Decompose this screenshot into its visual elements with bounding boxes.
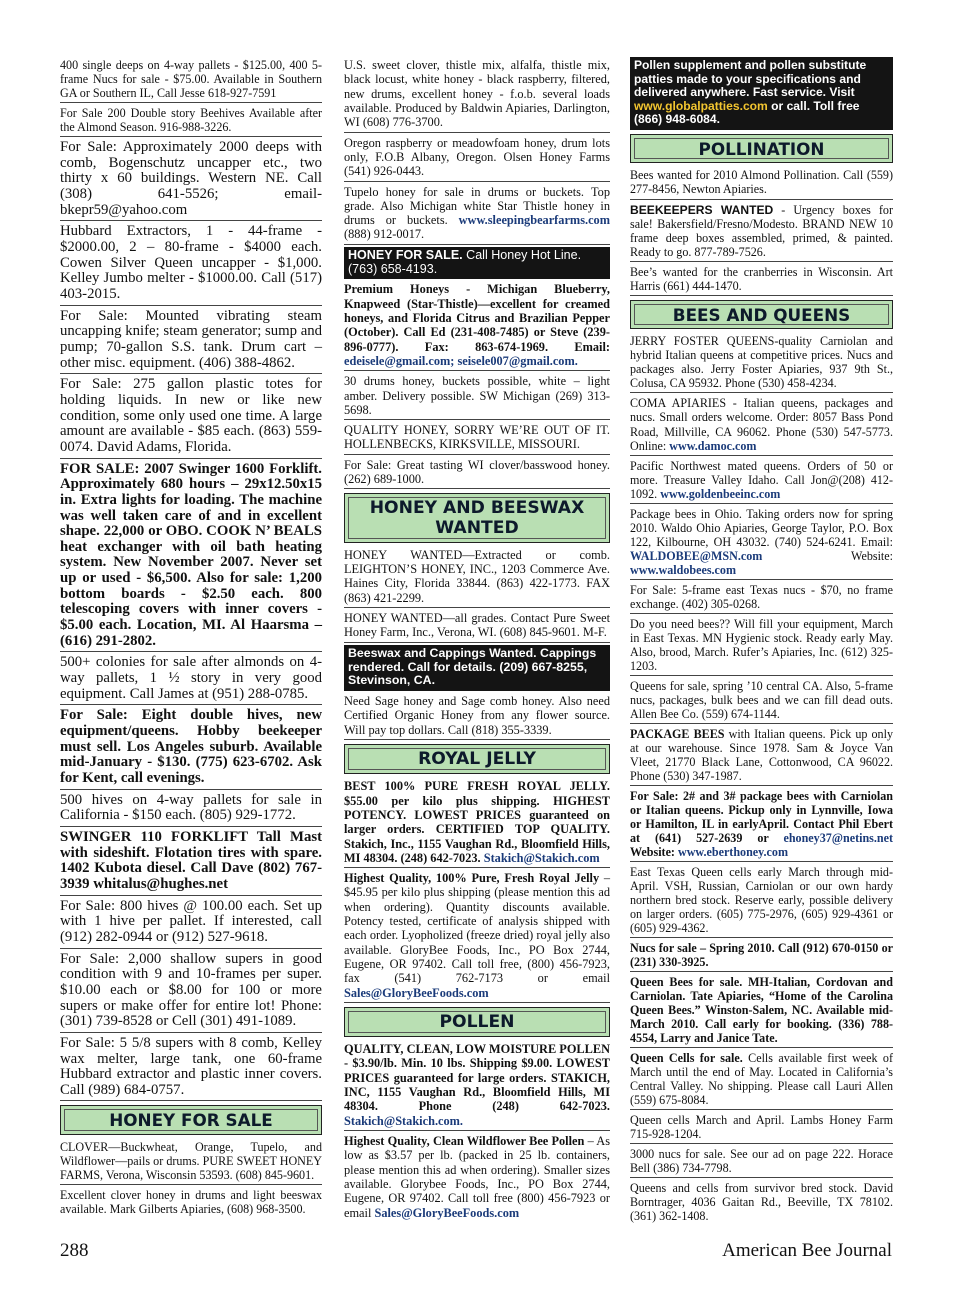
section-heading-pollen: POLLEN <box>344 1007 610 1037</box>
classified-ad: CLOVER—Buckwheat, Orange, Tupelo, and Wildflower—pails or drums. PURE SWEET HONEY FARMS, Verona, Wisconsin 53593. (608) 845-9601. <box>60 1139 322 1185</box>
classified-ad: For Sale: Great tasting WI clover/basswood honey. (262) 689-1000. <box>344 457 610 490</box>
classified-ad: Hubbard Extractors, 1 - 44-frame - $2000.00, 2 – 80-frame - $4000 each. Cowen Silver Queen uncapper - $1,000. Kelley Jumbo melter - $1000.00. Call (517) 403-2015. <box>60 223 322 305</box>
column-1 <box>60 57 322 1220</box>
website-link[interactable]: www.waldobees.com <box>630 562 737 577</box>
classified-ad: Excellent clover honey in drums and light beeswax available. Mark Gilberts Apiaries, (608) 968-3500. <box>60 1188 322 1217</box>
publication-title: American Bee Journal <box>722 1240 892 1261</box>
ad-text: QUALITY, CLEAN, LOW MOISTURE POLLEN - $3.90/lb. Min. 10 lbs. Shipping $9.00. LOWEST PRICES guaranteed for large orders. STAKICH, INC, 1155 Vaughan Rd., Bloomfield Hills, MI 48304. Phone (248) 642-7023. <box>344 1042 610 1114</box>
ad-text: Website: <box>630 844 675 859</box>
ad-lead: Highest Quality, Clean Wildflower Bee Pollen <box>344 1134 585 1149</box>
classified-ad-highlighted <box>630 57 893 130</box>
column-3 <box>630 57 893 1227</box>
classified-ad: U.S. sweet clover, thistle mix, alfalfa, thistle mix, black locust, white honey - black raspberry, filtered, new drums, excellent honey - f.o.b. several loads available. Produced by Baldwin Apiaries, Darlington, WI (608) 776-3700. <box>344 57 610 133</box>
section-heading-honey-and-beeswax-wanted: HONEY AND BEESWAX WANTED <box>344 493 610 542</box>
classified-ad: HONEY WANTED—Extracted or comb. LEIGHTON’S HONEY, INC., 1203 Commerce Ave. Haines City, Florida 33844. (863) 422-1773. FAX (863) 421-2299. <box>344 547 610 608</box>
email-link[interactable]: ehoney37@netins.net <box>783 830 893 845</box>
classified-ad: 30 drums honey, buckets possible, white – light amber. Delivery possible. SW Michigan (269) 313-5698. <box>344 373 610 420</box>
section-heading-honey-for-sale: HONEY FOR SALE <box>60 1105 322 1135</box>
classified-ad: For Sale: Mounted vibrating steam uncapping knife; steam generator; sump and pump; 70-gallon S.S. tank. Drum cart – other misc. equipment. (406) 388-4862. <box>60 308 322 375</box>
ad-lead: BEEKEEPERS WANTED <box>630 202 774 217</box>
classified-ad <box>630 458 893 504</box>
section-heading-pollination: POLLINATION <box>630 134 893 164</box>
ad-text: – $45.95 per kilo plus shipping (please mention this ad when ordering). Quantity discounts available. Potency tested, certificate of analysis shipped with each order. Lyopholized (freeze dried) royal jelly also available. GloryBee Foods, Inc., PO Box 2744, Eugene, OR 97402. Call toll free, (800) 456-7923, fax (541) 762-7173 or email <box>344 871 610 986</box>
classified-ad: 500 hives on 4-way pallets for sale in California - $150 each. (805) 929-1772. <box>60 792 322 827</box>
classified-ad: Oregon raspberry or meadowfoam honey, drum lots only, F.O.B Albany, Oregon. Olsen Honey Farms (541) 926-0443. <box>344 135 610 182</box>
classified-ad: For Sale: 800 hives @ 100.00 each. Set up with 1 hive per pallet. If interested, call (912) 282-0944 or (912) 527-9618. <box>60 898 322 949</box>
classified-ad: Bees wanted for 2010 Almond Pollination. Call (559) 277-8456, Newton Apiaries. <box>630 167 893 199</box>
ad-text: with Italian queens. Pick up only at our warehouse. Since 1978. Sam & Joyce Van Vleet, 21770 Black Lane, Cottonwood, CA 96022. Phone (530) 347-1987. <box>630 726 893 783</box>
classified-ad: For Sale: Eight double hives, new equipment/queens. Hobby beekeeper must sell. Los Angeles suburb. Available mid-January - $130. (775) 623-6702. Ask for Kent, call evenings. <box>60 707 322 789</box>
classified-ad: For Sale: 275 gallon plastic totes for holding liquids. In new or like new condition, some only used one time. A large amount are available - $85 each. (863) 559-0074. David Adams, Florida. <box>60 376 322 458</box>
ad-text: Cells available first week of March until the end of May. Located in California’s Central Valley. No shipping. Please call Lauri Allen (559) 675-8084. <box>630 1051 893 1108</box>
page-number: 288 <box>60 1240 89 1261</box>
classified-ad <box>630 506 893 580</box>
classified-ad: Need Sage honey and Sage comb honey. Also need Certified Organic Honey from any flower source. Will pay top dollars. Call (818) 355-3339. <box>344 693 610 740</box>
classified-ad: FOR SALE: 2007 Swinger 1600 Forklift. Approximately 680 hours – 29x12.50x15 in. Extra lights for loading. The machine was well taken care of and in excellent shape. 22,000 or OBO. COOK N’ BEALS heat exchanger with oil bath heating system. New November 2007. Never set up or used - $6,500. Also for sale: 1,200 bottom boards - $2.50 each. 800 telescoping covers with inner covers - $5.00 each. Location, MI. Al Haarsma – (616) 291-2802. <box>60 461 322 653</box>
classified-ad: Queens and cells from survivor bred stock. David Borntrager, 4036 Gaitan Rd., Beeville, TX 78102. (361) 362-1408. <box>630 1181 893 1224</box>
email-link[interactable]: WALDOBEE@MSN.com <box>630 548 763 563</box>
classified-ad: 500+ colonies for sale after almonds on 4-way pallets, 1 ½ story in very good equipment. Call James at (951) 288-0785. <box>60 654 322 705</box>
ad-text: Tupelo honey for sale in drums or buckets. Top grade. Also Michigan white Star Thistle honey in drums or buckets. <box>344 184 610 228</box>
classified-ad <box>344 778 610 868</box>
ad-text: Package bees in Ohio. Taking orders now for spring 2010. Waldo Ohio Apiaries, George Taylor, P.O. Box 122, Kilbourne, OH 43032. (740) 524-6241. Email: <box>630 506 893 549</box>
ad-text: BEST 100% PURE FRESH ROYAL JELLY. $55.00 per kilo plus shipping. HIGHEST POTENCY. LOWEST PRICES guaranteed on larger orders. CERTIFIED TOP QUALITY. Stakich, Inc., 1155 Vaughan Rd., Bloomfield Hills, MI 48304. (248) 642-7023. <box>344 779 610 865</box>
email-link[interactable]: Stakich@Stakich.com. <box>344 1113 464 1128</box>
ad-text: or call. Toll free (866) 948-6084. <box>634 98 860 127</box>
ad-text: Website: <box>851 548 893 563</box>
ad-text: Pollen supplement and pollen substitute patties made to your specifications and delivered anywhere. Fast service. Visit <box>634 58 867 100</box>
classified-ad <box>630 202 893 262</box>
classified-ad <box>630 788 893 862</box>
section-heading-bees-and-queens: BEES AND QUEENS <box>630 300 893 330</box>
classified-ad: For Sale: 2,000 shallow supers in good condition with 9 and 10-frames per super. $10.00 each or $8.00 for 100 or more supers or make offer for entire lot! Phone: (301) 739-8528 or Cell (301) 491-1089. <box>60 951 322 1033</box>
classified-ad <box>630 395 893 455</box>
ad-text: (888) 912-0017. <box>344 227 425 242</box>
classified-ad: Bee’s wanted for the cranberries in Wisconsin. Art Harris (661) 444-1470. <box>630 264 893 296</box>
classified-ad <box>630 726 893 786</box>
website-link[interactable]: www.eberthoney.com <box>677 844 789 859</box>
classified-ad: QUALITY HONEY, SORRY WE’RE OUT OF IT. HOLLENBECKS, KIRKSVILLE, MISSOURI. <box>344 422 610 455</box>
classified-ad: For Sale: 5 5/8 supers with 8 comb, Kelley wax melter, large tank, one 60-frame Hubbard extractor and plastic inner covers. Call (989) 684-0757. <box>60 1035 322 1102</box>
website-link[interactable]: www.damoc.com <box>669 438 757 453</box>
ad-text: Pacific Northwest mated queens. Orders of 50 or more. Treasure Valley Idaho. Call Jon@(208) 412-1092. <box>630 458 893 501</box>
ad-text: Call Honey Hot Line. (763) 658-4193. <box>348 247 582 276</box>
classified-ad: For Sale: 5-frame east Texas nucs - $70, no frame exchange. (402) 305-0268. <box>630 582 893 614</box>
classified-ad <box>344 281 610 371</box>
classified-ad <box>344 184 610 245</box>
website-link[interactable]: www.goldenbeeinc.com <box>660 486 781 501</box>
ad-text: Premium Honeys - Michigan Blueberry, Knapweed (Star-Thistle)—excellent for creamed honeys, and Florida Citrus and Brazilian Pepper (October). Call Ed (231-408-7485) or Steve (239-896-0777). Fax: 863-674-1969. Email: <box>344 282 610 354</box>
classified-ad: Queen Bees for sale. MH-Italian, Cordovan and Carniolan. Tate Apiaries, “Home of the Carolina Queen Bees.” Winston-Salem, NC. Available mid-March 2010. Call early for booking. (336) 788-4554, Larry and Janice Tate. <box>630 974 893 1048</box>
classified-ad: JERRY FOSTER QUEENS-quality Carniolan and hybrid Italian queens at competitive prices. Nucs and packages also. Jerry Foster Apiaries, 937 9th St., Colusa, CA 95932. Phone (530) 458-4234. <box>630 333 893 393</box>
classified-ad: Do you need bees?? Will fill your equipment, March in East Texas. MN Hygienic stock. Ready early May. Also, brood, March. Rufer’s Apiaries, Inc. (612) 325-1203. <box>630 616 893 676</box>
email-link[interactable]: Sales@GloryBeeFoods.com <box>374 1205 520 1220</box>
classified-ad: Queens for sale, spring ’10 central CA. Also, 5-frame nucs, packages, bulk bees and we can fill dead outs. Allen Bee Co. (559) 674-1144. <box>630 678 893 724</box>
ad-lead: HONEY FOR SALE. <box>348 247 463 262</box>
email-link[interactable]: Stakich@Stakich.com <box>483 850 600 865</box>
classified-ad: For Sale: Approximately 2000 deeps with comb, Bogenschutz uncapper etc., two thirty x 60 buildings. Western NE. Call (308) 641-5526; email-bkepr59@yahoo.com <box>60 139 322 221</box>
email-link[interactable]: Sales@GloryBeeFoods.com <box>344 985 489 1000</box>
classified-ad <box>344 1133 610 1222</box>
ad-text: COMA APIARIES - Italian queens, packages and nucs. Small orders welcome. Order: 8057 Bass Pond Road, Millville, CA 96062. Phone (530) 547-5773. Online: <box>630 396 893 453</box>
website-link[interactable]: www.globalpatties.com <box>634 98 768 113</box>
classified-ad-highlighted <box>344 247 610 280</box>
ad-lead: Queen Cells for sale. <box>630 1051 743 1066</box>
email-link[interactable]: edeisele@gmail.com; seisele007@gmail.com. <box>344 353 578 368</box>
classified-ad <box>630 1050 893 1110</box>
ad-lead: PACKAGE BEES <box>630 726 725 741</box>
classified-ad <box>344 870 610 1003</box>
ad-text: – As low as $3.57 per lb. (packed in 25 lb. containers, please mention this ad when ordering). Smaller sizes available. Glorybee Foods, Inc., PO Box 2744, Eugene, OR 97402. Call toll free (800) 456-7923 or email <box>344 1134 610 1220</box>
classified-ad: For Sale 200 Double story Beehives Available after the Almond Season. 916-988-3226. <box>60 105 322 137</box>
classified-ad-highlighted: Beeswax and Cappings Wanted. Cappings rendered. Call for details. (209) 667-8255, Stevinson, CA. <box>344 645 610 691</box>
website-link[interactable]: www.sleepingbearfarms.com <box>458 213 610 228</box>
classified-ad: 400 single deeps on 4-way pallets - $125.00, 400 5-frame Nucs for sale - $75.00. Available in Southern GA or Southern IL, Call Jesse 618-927-7591 <box>60 57 322 103</box>
section-heading-royal-jelly: ROYAL JELLY <box>344 744 610 774</box>
classified-ad: HONEY WANTED—all grades. Contact Pure Sweet Honey Farm, Inc., Verona, WI. (608) 845-9601. M-F. <box>344 610 610 643</box>
classified-ad: East Texas Queen cells early March through mid-April. VSH, Russian, Carniolan or our own hardy northern bred stock. Reserve early, possible delivery on larger orders. (605) 775-2976, (605) 929-4361 or (605) 929-4362. <box>630 864 893 938</box>
ad-lead: Highest Quality, 100% Pure, Fresh Royal Jelly <box>344 871 600 886</box>
classified-ad: 3000 nucs for sale. See our ad on page 222. Horace Bell (386) 734-7798. <box>630 1146 893 1178</box>
ad-text: - Urgency boxes for sale! Bakersfield/Fresno/Modesto. BRAND NEW 10 frame deep boxes assembled, primed, & painted. Ready to go. 877-789-7526. <box>630 202 893 259</box>
classified-ad <box>344 1041 610 1131</box>
classified-ad: Queen cells March and April. Lambs Honey Farm 715-928-1204. <box>630 1112 893 1144</box>
classified-ad: SWINGER 110 FORKLIFT Tall Mast with sideshift. Flotation tires with spare. 1402 Kubota diesel. Call Dave (802) 767-3939 whitalus@hughes.net <box>60 829 322 896</box>
column-2 <box>344 57 610 1224</box>
ad-text: For Sale: 2# and 3# package bees with Carniolan or Italian queens. Pickup only in Lynnville, Iowa or Hamilton, IL in earlyApril. Contact Phil Ebert at (641) 527-2639 or <box>630 788 893 845</box>
classified-ad: Nucs for sale – Spring 2010. Call (912) 670-0150 or (231) 330-3925. <box>630 940 893 972</box>
